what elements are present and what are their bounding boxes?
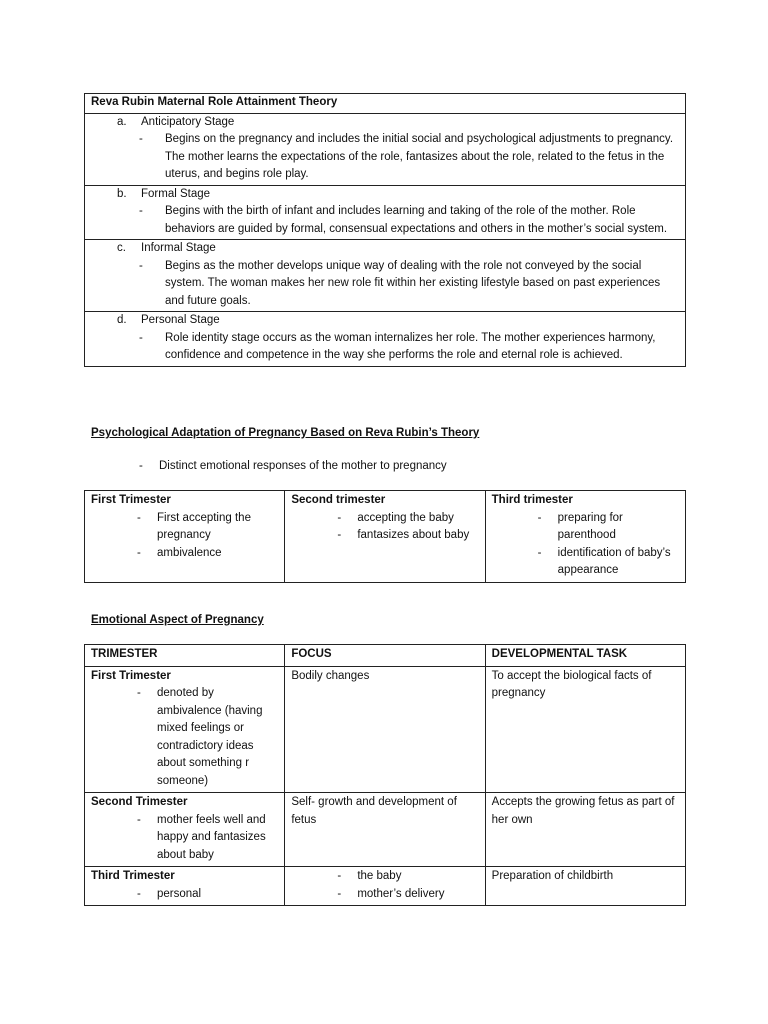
list-item: mother feels well and happy and fantasizes about baby — [157, 813, 266, 861]
row-trimester: Third Trimester — [91, 870, 175, 882]
list-item: identification of baby’s appearance — [557, 546, 671, 576]
stage-name: Personal Stage — [141, 314, 220, 326]
trimester-column: First Trimester - First accepting the pregnancy - ambivalence — [85, 491, 285, 583]
stage-description: Begins as the mother develops unique way of dealing with the role not conveyed by the social system. The woman makes her new role fit within her existing lifestyle based on past experiences and future goals. — [165, 259, 661, 307]
stage-name: Anticipatory Stage — [141, 115, 235, 128]
stage-cell — [85, 185, 686, 240]
row-task: To accept the biological facts of pregnancy — [485, 666, 685, 793]
section-heading-psychological: Psychological Adaptation of Pregnancy Based on Reva Rubin’s Theory — [91, 427, 480, 439]
stage-name: Formal Stage — [141, 187, 211, 200]
trimester-column: Third trimester - preparing for parenthood - identification of baby’s appearance — [485, 491, 685, 583]
bullet-dash: - — [139, 133, 143, 145]
list-item: First accepting the pregnancy — [157, 511, 251, 541]
stage-letter: c. — [117, 242, 126, 254]
table-row: First Trimester - denoted by ambivalence (having mixed feelings or contradictory ideas about something r someone) Bodily changes To accept the biological facts of pregnancy — [85, 666, 686, 793]
table-row: Second Trimester - mother feels well and happy and fantasizes about baby Self- growth and development of fetus Accepts the growing fetus as part of her own — [85, 793, 686, 867]
stage-cell — [85, 113, 686, 185]
stage-letter: a. — [117, 115, 127, 128]
list-item: preparing for parenthood — [557, 511, 623, 541]
column-header: First Trimester — [91, 494, 171, 506]
stage-description: Role identity stage occurs as the woman internalizes her role. The mother experiences harmony, confidence and competence in the way she performs the role and eternal role is achieved. — [165, 331, 656, 361]
bullet-dash: - — [139, 331, 143, 344]
list-item: ambivalence — [157, 546, 222, 559]
row-task: Preparation of childbirth — [485, 867, 685, 906]
emotional-aspect-table — [84, 644, 686, 906]
bullet-dash: - — [139, 460, 143, 472]
list-item: personal — [157, 887, 202, 900]
bullet-text: Distinct emotional responses of the mother to pregnancy — [159, 460, 447, 472]
list-item: the baby — [357, 870, 402, 882]
row-focus: Bodily changes — [285, 666, 485, 793]
stage-description: Begins on the pregnancy and includes the initial social and psychological adjustments to pregnancy. The mother learns the expectations of the role, fantasizes about the role, related to the fetus in the uterus, and begins role play. — [165, 133, 674, 180]
stage-letter: d. — [117, 314, 127, 326]
table-title: Reva Rubin Maternal Role Attainment Theory — [85, 94, 686, 114]
row-trimester: Second Trimester — [91, 796, 188, 808]
stage-description: Begins with the birth of infant and includes learning and taking of the role of the mother. Role behaviors are guided by formal, consensual expectations and others in the mother’s social system. — [165, 205, 668, 235]
stage-letter: b. — [117, 187, 127, 200]
row-focus: Self- growth and development of fetus — [285, 793, 485, 867]
table-row: Third Trimester - personal - the baby - mother’s delivery Preparation of childbirth — [85, 867, 686, 906]
list-item: accepting the baby — [357, 511, 454, 524]
header-focus: FOCUS — [285, 645, 485, 667]
header-trimester: TRIMESTER — [85, 645, 285, 667]
list-item: fantasizes about baby — [357, 529, 470, 541]
trimester-column: Second trimester - accepting the baby - fantasizes about baby — [285, 491, 485, 583]
stage-cell — [85, 240, 686, 312]
list-item: denoted by ambivalence (having mixed feelings or contradictory ideas about something r someone) — [157, 687, 263, 787]
section-bullet — [139, 458, 447, 475]
bullet-dash: - — [139, 259, 143, 272]
stage-cell — [85, 312, 686, 367]
row-task: Accepts the growing fetus as part of her own — [485, 793, 685, 867]
stage-name: Informal Stage — [141, 242, 216, 254]
list-item: mother’s delivery — [357, 887, 445, 900]
bullet-dash: - — [139, 205, 143, 217]
role-attainment-table — [84, 93, 686, 367]
trimester-responses-table — [84, 490, 686, 583]
column-header: Second trimester — [291, 494, 386, 506]
column-header: Third trimester — [491, 494, 573, 506]
header-task: DEVELOPMENTAL TASK — [485, 645, 685, 667]
row-trimester: First Trimester — [91, 669, 171, 682]
section-heading-emotional: Emotional Aspect of Pregnancy — [91, 614, 264, 626]
